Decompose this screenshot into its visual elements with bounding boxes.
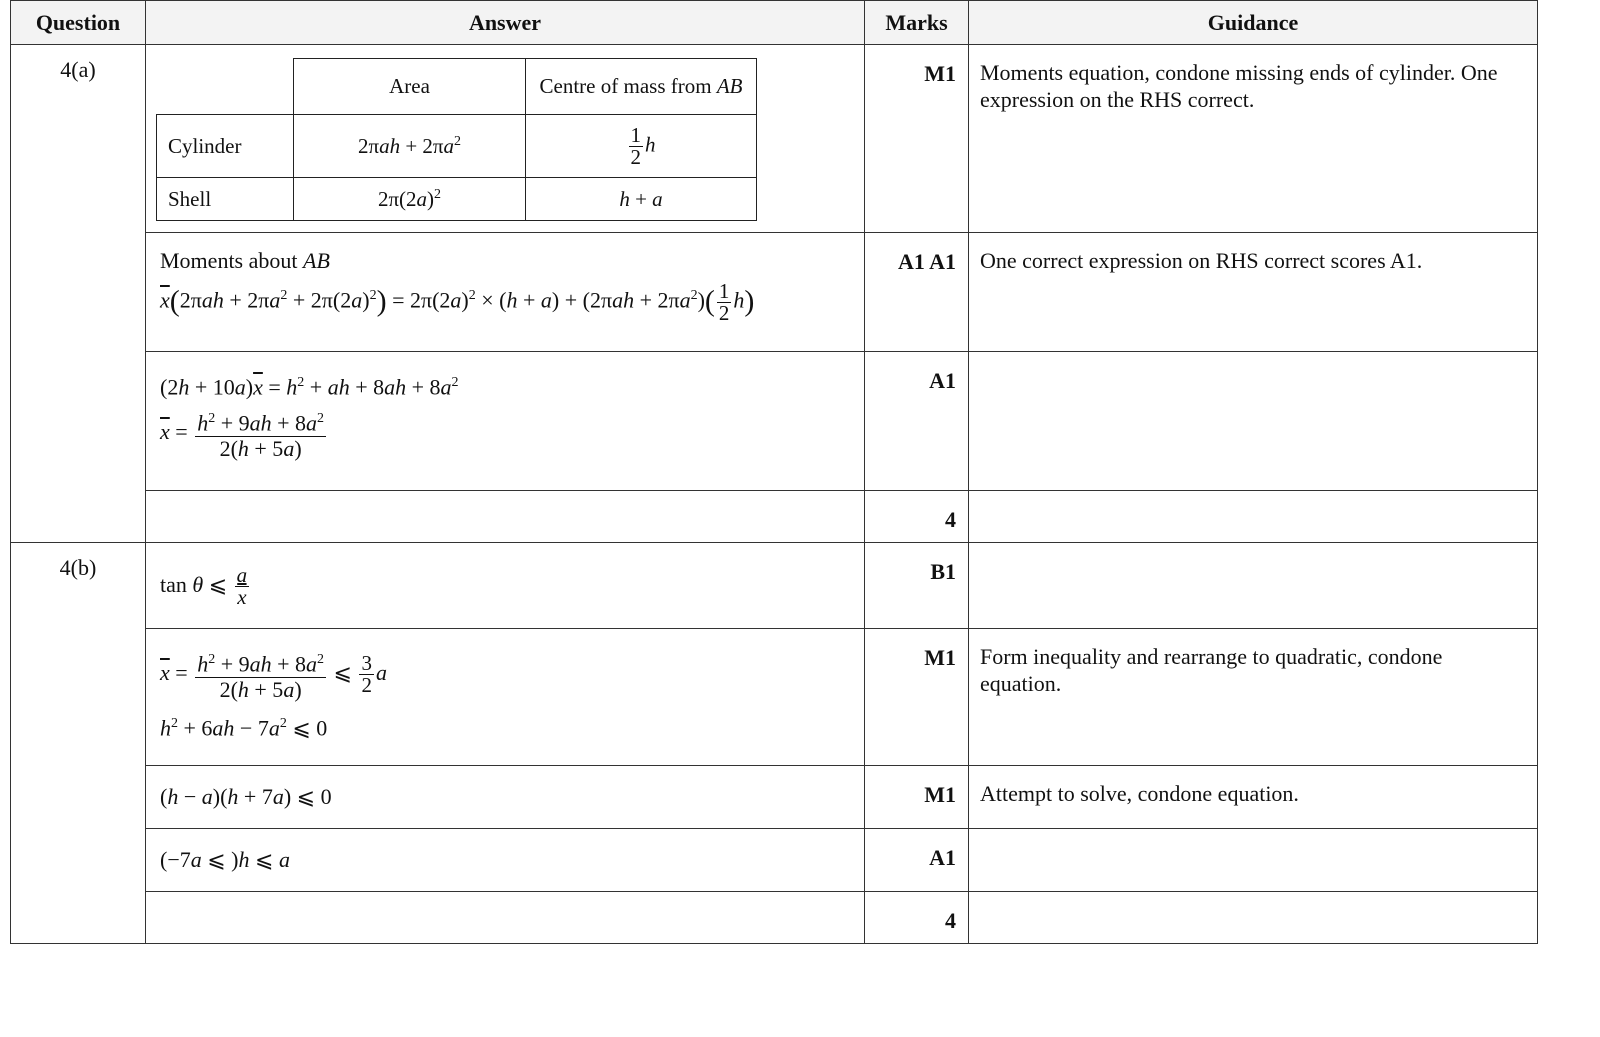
header-answer: Answer — [146, 1, 865, 45]
com-column-header: Centre of mass from AB — [526, 59, 757, 115]
answer-factorised: (h − a)(h + 7a) ⩽ 0 — [146, 766, 865, 829]
guidance-4a-2: One correct expression on RHS correct scores A1. — [969, 233, 1538, 352]
q4b-row-4 — [11, 829, 1538, 892]
header-row — [11, 1, 1538, 45]
answer-area-table-cell — [146, 45, 865, 233]
marks-4a-2: A1 A1 — [865, 233, 969, 352]
shell-area: $2\pi(2a)^2$ — [294, 178, 526, 221]
guidance-4b-3: Attempt to solve, condone equation. — [969, 766, 1538, 829]
q4b-total-row — [11, 892, 1538, 944]
marks-4a-1: M1 — [865, 45, 969, 233]
q4b-row-1 — [11, 543, 1538, 629]
answer-range: (−7a ⩽ )h ⩽ a — [146, 829, 865, 892]
q4a-row-3 — [11, 352, 1538, 491]
q4b-row-2 — [11, 629, 1538, 766]
marks-4b-3: M1 — [865, 766, 969, 829]
area-com-table — [156, 58, 757, 221]
guidance-4a-1: Moments equation, condone missing ends of cylinder. One expression on the RHS correct. — [969, 45, 1538, 233]
q4a-total-row — [11, 491, 1538, 543]
marks-4a-3: A1 — [865, 352, 969, 491]
cylinder-area: $2\pi ah + 2\pi a^2$ — [294, 115, 526, 178]
total-4a: 4 — [865, 491, 969, 543]
guidance-4b-2: Form inequality and rearrange to quadratic, condone equation. — [969, 629, 1538, 766]
question-label-4b: 4(b) — [11, 543, 146, 944]
moments-equation: $\overline{x}(2\pi ah + 2\pi a^2 + 2\pi(2a)^2) = 2\pi(2a)^2 \times (h + a) + (2\pi ah + 2\pi a^2)$( $\frac{1}{2}$ h) — [160, 278, 755, 325]
header-question: Question — [11, 1, 146, 45]
q4a-row-2 — [11, 233, 1538, 352]
marks-4b-1: B1 — [865, 543, 969, 629]
q4b-row-3 — [11, 766, 1538, 829]
cylinder-label: Cylinder — [157, 115, 294, 178]
answer-moments: Moments about AB $\overline{x}(2\pi ah + 2\pi a^2 + 2\pi(2a)^2) = 2\pi(2a)^2 \times (h + a) + (2\pi ah + 2\pi a^2)$( $\frac{1}{2}$ h) — [146, 233, 865, 352]
area-column-header: Area — [294, 59, 526, 115]
header-guidance: Guidance — [969, 1, 1538, 45]
answer-tan: tan θ ⩽ $\frac{a}{x}$ — [146, 543, 865, 629]
answer-xbar: $(2h + 10a)\overline{x} = h^2$ + ah + $8ah + 8a^2$ $\overline{x}$ = $\frac{h^2 + 9ah + 8a^2}{2(h + 5a)}$ — [146, 352, 865, 491]
header-marks: Marks — [865, 1, 969, 45]
shell-com: h + a — [526, 178, 757, 221]
cylinder-com: $\frac{1}{2}$ h — [526, 115, 757, 178]
question-label-4a: 4(a) — [11, 45, 146, 543]
marks-4b-2: M1 — [865, 629, 969, 766]
mark-scheme-table — [10, 0, 1538, 944]
answer-inequality: $\overline{x}$ = $\frac{h^2 + 9ah + 8a^2}{2(h + 5a)}$ ⩽ $\frac{3}{2}$ a $h^2 + 6ah - 7a^2$ ⩽ 0 — [146, 629, 865, 766]
shell-label: Shell — [157, 178, 294, 221]
q4a-row-1 — [11, 45, 1538, 233]
marks-4b-4: A1 — [865, 829, 969, 892]
total-4b: 4 — [865, 892, 969, 944]
